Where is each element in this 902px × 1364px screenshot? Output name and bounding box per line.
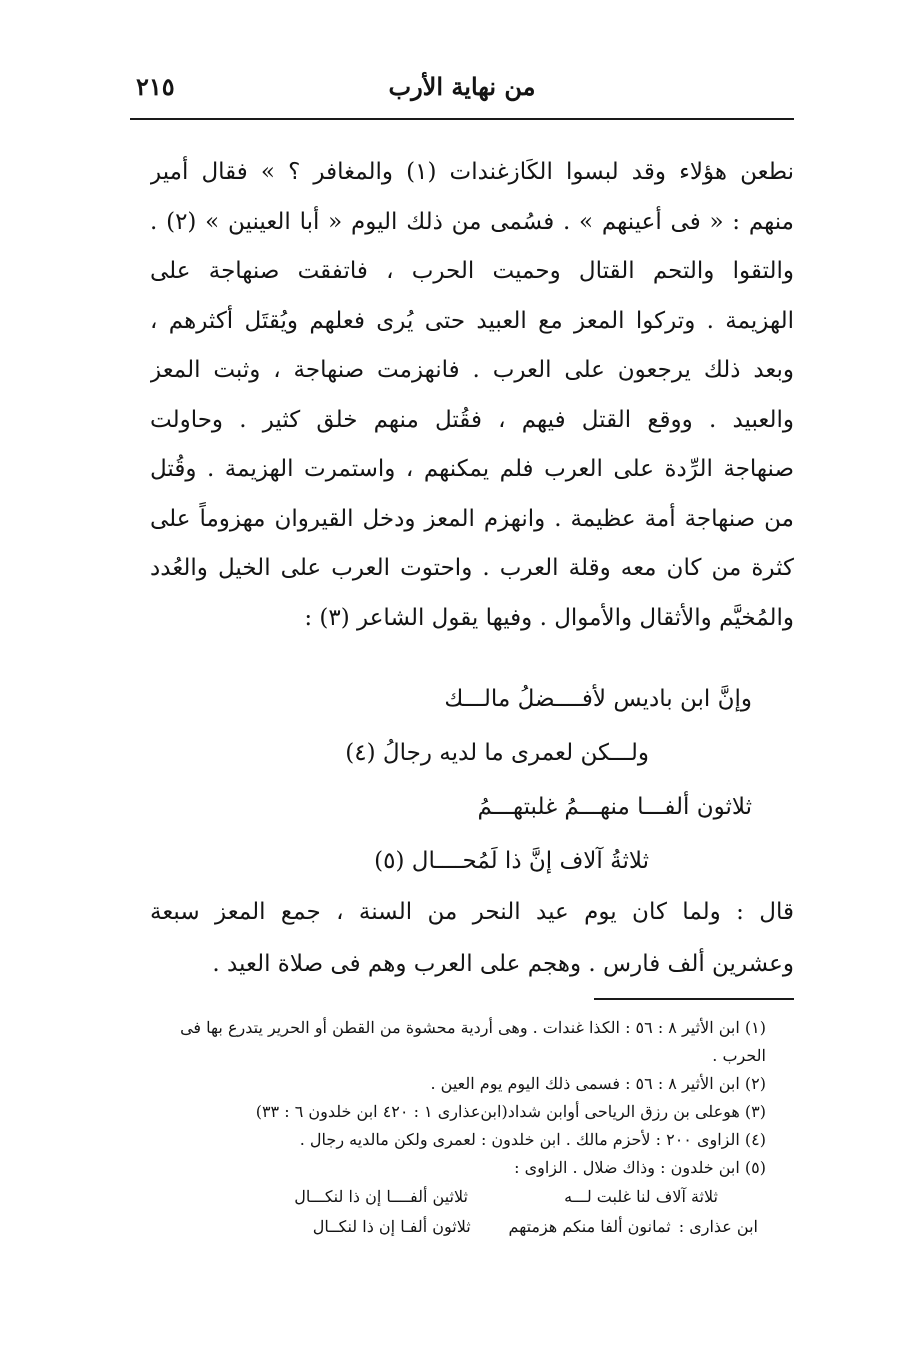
verse-line: وإنَّ ابن باديس لأفــــضلُ مالـــك	[444, 686, 752, 712]
page-number: ٢١٥	[136, 72, 175, 101]
verse-line: ولـــكن لعمرى ما لديه رجالُ (٤)	[345, 740, 649, 766]
poem	[150, 674, 794, 890]
verse-line: ثلاثةُ آلاف إنَّ ذا لَمُحــــال (٥)	[374, 848, 649, 874]
closing-paragraph	[150, 886, 794, 990]
text-line: والتقوا والتحم القتال وحميت الحرب ، فاتفقت صنهاجة على	[150, 258, 794, 284]
text-line: نطعن هؤلاء وقد لبسوا الكَازغندات (١) والمغافر ؟ » فقال أمير	[150, 159, 794, 185]
footnote-3: (٣) هوعلى بن رزق الرياحى أوابن شداد(ابن‌عذارى ١ : ٤٢٠ ابن خلدون ٦ : ٣٣)	[255, 1102, 766, 1121]
text-line: وبعد ذلك يرجعون على العرب . فانهزمت صنهاجة ، وثبت المعز	[150, 357, 794, 383]
footnote-1: (١) ابن الأثير ٨ : ٥٦ : الكذا غندات . وهى أردية محشوة من القطن أو الحرير يتدرع بها فى الحرب .	[180, 1018, 766, 1065]
text-line: صنهاجة الرِّدة على العرب فلم يمكنهم ، واستمرت الهزيمة . وقُتل	[150, 456, 794, 482]
footnote-verse	[150, 1182, 794, 1212]
running-title: من نهاية الأرب	[388, 72, 536, 101]
footnote-separator	[594, 998, 794, 1000]
text-line: منهم : « فى أعينهم » . فسُمى من ذلك اليوم « أبا العينين » (٢) .	[150, 208, 794, 235]
header-rule	[130, 118, 794, 120]
verse-line: ثلاثون ألفـــا منهـــمُ غلبتهـــمُ	[477, 794, 752, 820]
text-line: قال : ولما كان يوم عيد النحر من السنة ، جمع المعز سبعة	[150, 899, 794, 925]
page-header	[130, 62, 794, 110]
footnote-verse-source: ابن عذارى :	[678, 1217, 758, 1236]
footnote-verse-second: ثلاثون ألفـا إن ذا لنكــال	[312, 1217, 471, 1236]
footnote-verse-first: ثلاثة آلاف لنا غلبت لـــه	[564, 1187, 718, 1206]
footnote-verse	[150, 1212, 794, 1242]
footnote-verse-second: ثلاثين ألفــــا إن ذا لنكـــال	[294, 1187, 468, 1206]
text-line: وعشرين ألف فارس . وهجم على العرب وهم فى صلاة العيد .	[212, 951, 794, 977]
footnote-2: (٢) ابن الأثير ٨ : ٥٦ : فسمى ذلك اليوم يوم العين .	[430, 1074, 766, 1093]
text-line: من صنهاجة أمة عظيمة . وانهزم المعز ودخل القيروان مهزوماً على	[150, 505, 794, 532]
footnote-5: (٥) ابن خلدون : وذاك ضلال . الزاوى :	[514, 1158, 766, 1177]
footnote-verse-first: ثمانون ألفا منكم هزمتهم	[508, 1217, 671, 1236]
main-text	[150, 148, 794, 643]
footnotes	[150, 1014, 794, 1242]
text-line: والمُخيَّم والأثقال والأموال . وفيها يقول الشاعر (٣) :	[304, 604, 794, 631]
text-line: كثرة من كان معه وقلة العرب . واحتوت العرب على الخيل والعُدد	[150, 555, 794, 581]
footnote-4: (٤) الزاوى ٢٠٠ : لأحزم مالك . ابن خلدون : لعمرى ولكن مالديه رجال .	[299, 1130, 766, 1149]
text-line: الهزيمة . وتركوا المعز مع العبيد حتى يُرى فعلهم ويُقتَل أكثرهم ،	[150, 307, 794, 334]
text-line: والعبيد . ووقع القتل فيهم ، فقُتل منهم خلق كثير . وحاولت	[150, 406, 794, 433]
